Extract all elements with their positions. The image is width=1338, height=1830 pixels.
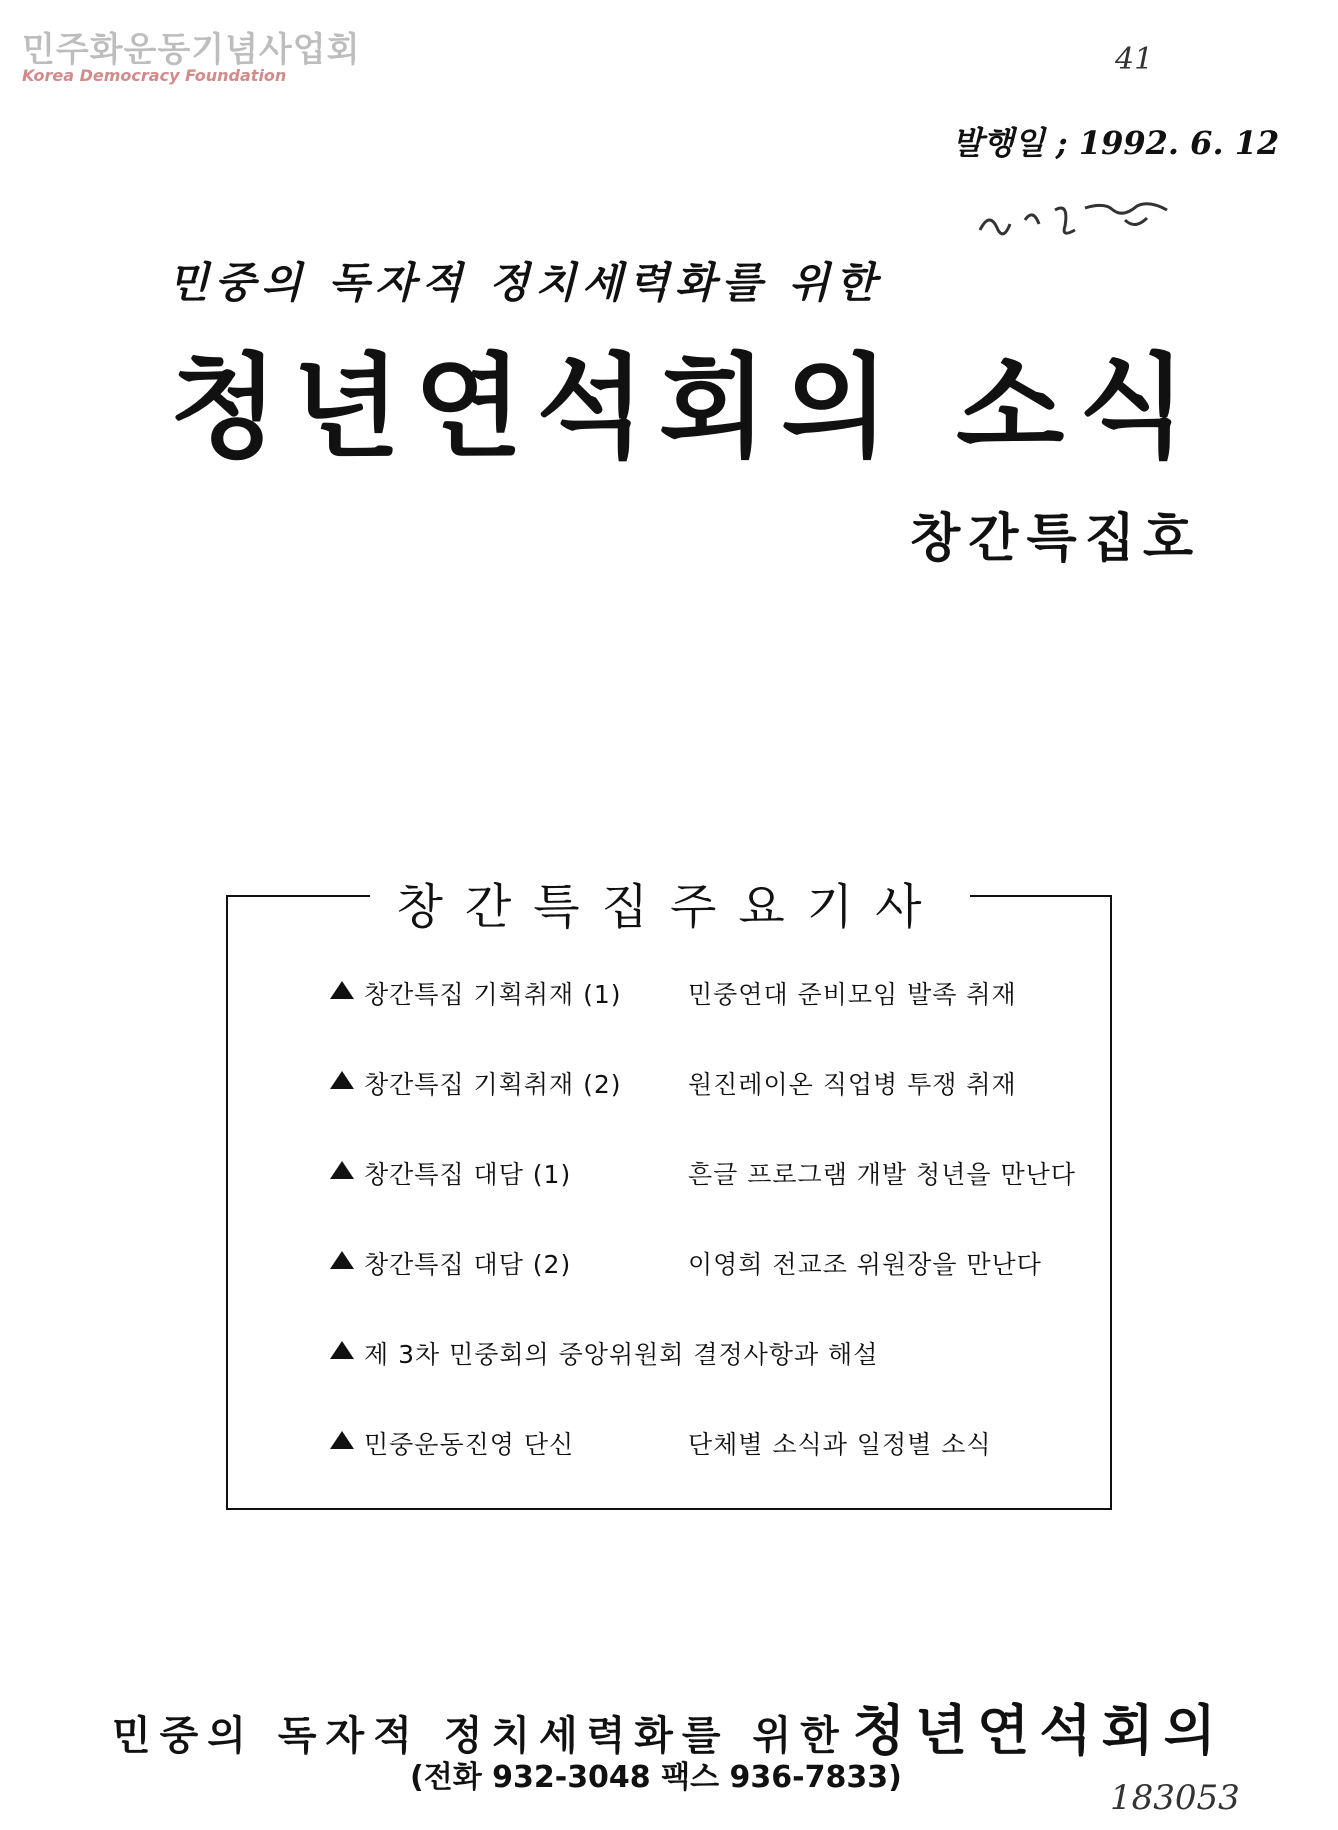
page-title: 청년연석회의 소식	[170, 343, 1201, 473]
handwritten-code: 183053	[1110, 1778, 1240, 1818]
item-value: 흔글 프로그램 개발 청년을 만난다	[688, 1160, 1076, 1189]
item-label: 창간특집 대담 (1)	[364, 1160, 572, 1189]
edition-label: 창간특집호	[910, 509, 1202, 569]
footer-org-name: 청년연석회의	[852, 1699, 1226, 1762]
item-label: 창간특집 기획취재 (2)	[364, 1070, 622, 1099]
footer-contact: (전화 932-3048 팩스 936-7833)	[410, 1760, 902, 1795]
triangle-bullet-icon	[330, 1071, 354, 1089]
issue-date: 발행일 ; 1992. 6. 12	[952, 124, 1280, 162]
item-value: 이영희 전교조 위원장을 만난다	[688, 1250, 1042, 1279]
triangle-bullet-icon	[330, 1161, 354, 1179]
watermark-english: Korea Democracy Foundation	[22, 66, 287, 85]
footer-org-prefix: 민중의 독자적 정치세력화를 위한	[112, 1713, 848, 1759]
triangle-bullet-icon	[330, 1431, 354, 1449]
item-label: 제 3차 민중회의 중앙위원회 결정사항과 해설	[364, 1340, 879, 1369]
handwritten-scribble	[975, 190, 1235, 250]
item-label: 민중운동진영 단신	[364, 1430, 575, 1459]
item-value: 단체별 소식과 일정별 소식	[688, 1430, 992, 1459]
triangle-bullet-icon	[330, 981, 354, 999]
item-value: 민중연대 준비모임 발족 취재	[688, 980, 1017, 1009]
item-value: 원진레이온 직업병 투쟁 취재	[688, 1070, 1017, 1099]
feature-box-heading: 창간특집주요기사	[370, 868, 970, 937]
handwritten-number: 41	[1115, 42, 1154, 77]
triangle-bullet-icon	[330, 1341, 354, 1359]
item-label: 창간특집 기획취재 (1)	[364, 980, 622, 1009]
watermark-korean: 민주화운동기념사업회	[22, 30, 361, 70]
header-subtitle: 민중의 독자적 정치세력화를 위한	[168, 258, 882, 307]
item-label: 창간특집 대담 (2)	[364, 1250, 572, 1279]
triangle-bullet-icon	[330, 1251, 354, 1269]
